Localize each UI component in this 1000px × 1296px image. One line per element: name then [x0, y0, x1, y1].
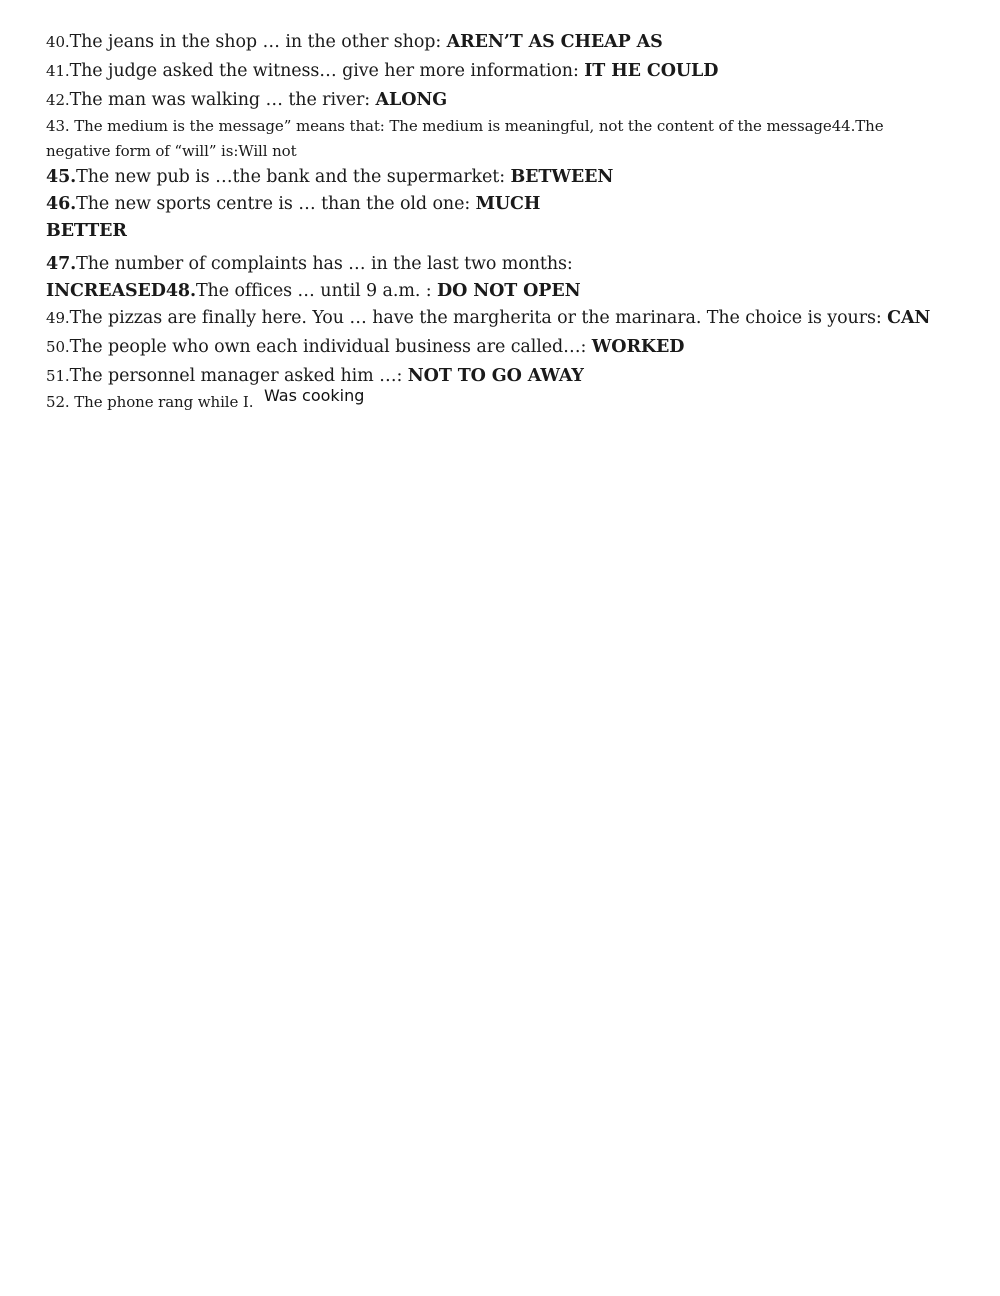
- question-text: negative form of “will” is:Will not: [46, 142, 297, 160]
- question-number: 41.: [46, 62, 70, 80]
- question-43-line-2: [46, 141, 297, 161]
- question-number: 52.: [46, 393, 70, 411]
- answer-continued: BETTER: [46, 221, 127, 241]
- question-text: The number of complaints has … in the last two months:: [76, 254, 573, 274]
- question-42: [46, 89, 447, 111]
- question-text: The medium is the message” means that: The medium is meaningful, not the content of the message44.The: [69, 117, 884, 135]
- question-text: The new pub is …the bank and the supermarket:: [76, 167, 511, 187]
- question-text: The pizzas are finally here. You … have the margherita or the marinara. The choice is yours:: [69, 308, 888, 328]
- answer: ALONG: [375, 90, 448, 110]
- question-46: [46, 193, 540, 215]
- question-number: 42.: [46, 91, 70, 109]
- answer: INCREASED: [46, 281, 166, 301]
- question-49: [46, 307, 930, 329]
- answer: NOT TO GO AWAY: [407, 366, 584, 386]
- question-number: 47.: [46, 254, 77, 274]
- question-47-48: [46, 280, 581, 302]
- question-text: The new sports centre is … than the old one:: [76, 194, 476, 214]
- question-46-continued: [46, 220, 127, 242]
- question-43-line-1: [46, 116, 884, 136]
- question-52: [46, 392, 253, 412]
- question-text: The jeans in the shop … in the other shop:: [69, 32, 447, 52]
- question-text: The offices … until 9 a.m. :: [195, 281, 437, 301]
- question-45: [46, 166, 613, 188]
- question-51: [46, 365, 584, 387]
- question-41: [46, 60, 718, 82]
- question-text: The phone rang while I.: [69, 393, 254, 411]
- answer: DO NOT OPEN: [437, 281, 581, 301]
- answer: IT HE COULD: [584, 61, 719, 81]
- answer: BETWEEN: [510, 167, 614, 187]
- question-text: The judge asked the witness… give her more information:: [69, 61, 585, 81]
- question-number: 46.: [46, 194, 77, 214]
- question-number: 48.: [165, 281, 196, 301]
- question-40: [46, 31, 663, 53]
- question-number: 50.: [46, 338, 70, 356]
- question-number: 49.: [46, 309, 70, 327]
- answer: WORKED: [591, 337, 685, 357]
- question-text: The personnel manager asked him …:: [69, 366, 408, 386]
- question-text: The people who own each individual business are called…:: [69, 337, 592, 357]
- answer-52: Was cooking: [264, 386, 365, 405]
- answer: MUCH: [475, 194, 541, 214]
- answer: CAN: [887, 308, 931, 328]
- question-number: 43.: [46, 117, 70, 135]
- question-number: 40.: [46, 33, 70, 51]
- question-text: The man was walking … the river:: [69, 90, 376, 110]
- question-47: [46, 253, 573, 275]
- answer: AREN’T AS CHEAP AS: [446, 32, 663, 52]
- question-number: 45.: [46, 167, 77, 187]
- question-number: 51.: [46, 367, 70, 385]
- question-50: [46, 336, 684, 358]
